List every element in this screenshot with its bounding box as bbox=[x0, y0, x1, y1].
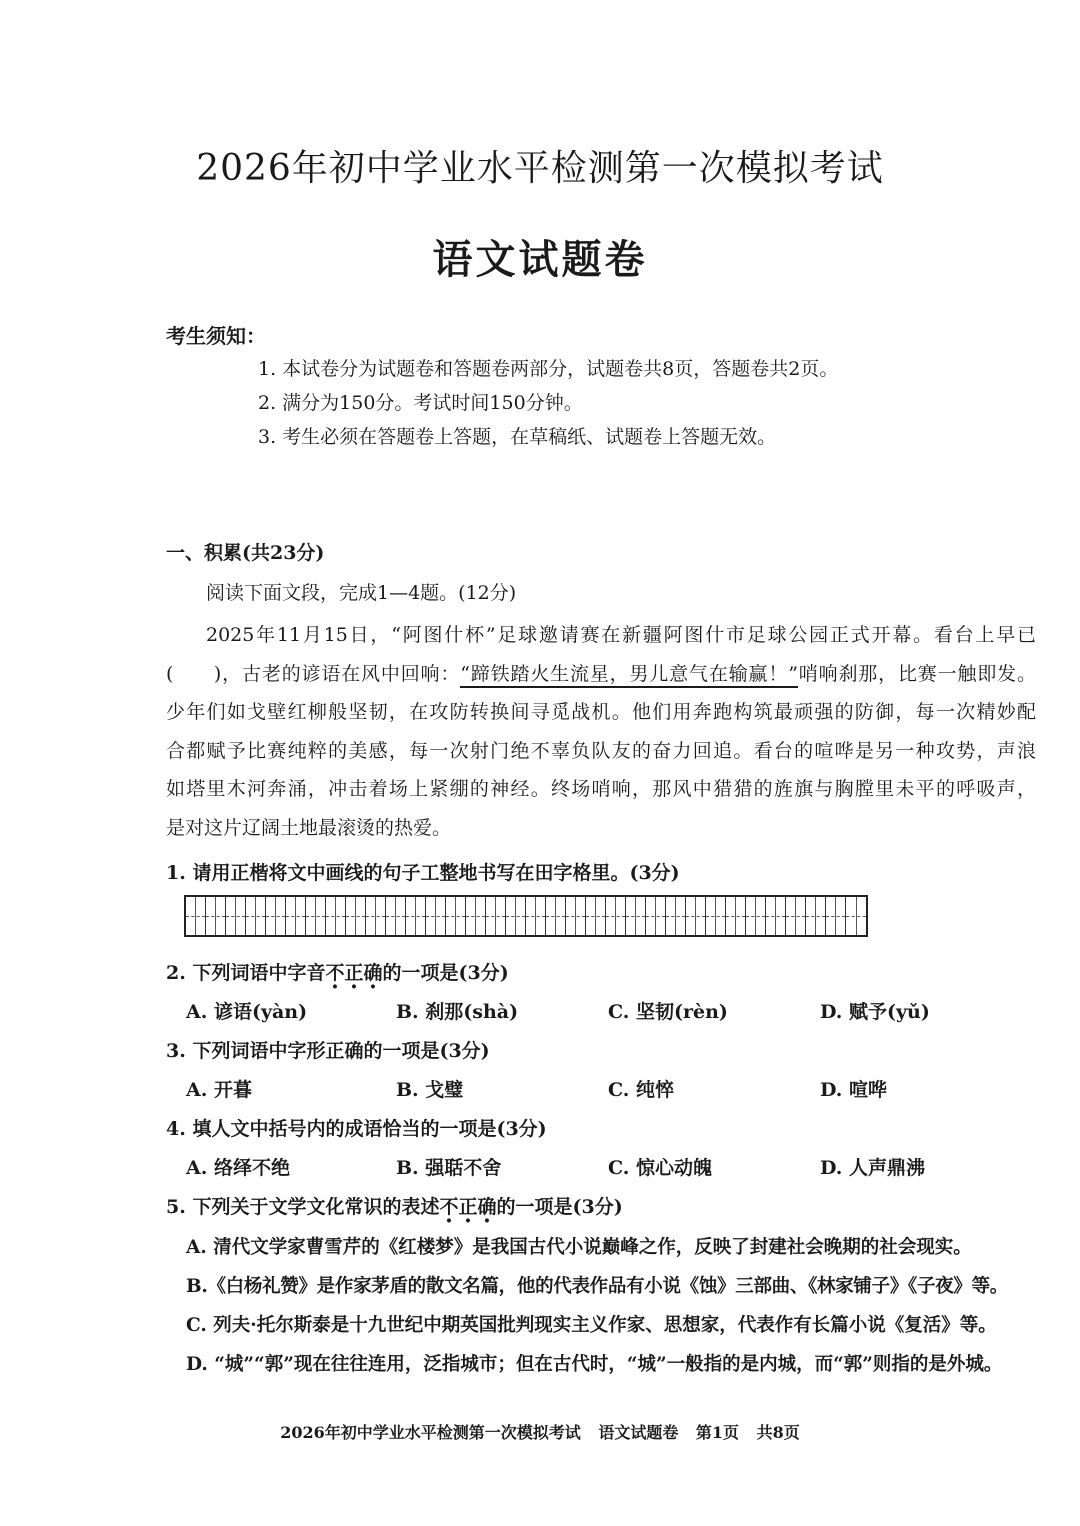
q2-stem-pre: 2. 下列词语中字音 bbox=[166, 962, 326, 984]
footer-paper: 语文试题卷 bbox=[598, 1423, 679, 1442]
reading-passage bbox=[166, 616, 1036, 848]
q2-option-a[interactable]: A. 谚语(yàn) bbox=[186, 1001, 308, 1023]
passage-line: 如塔里木河奔涌，冲击着场上紧绷的神经。终场哨响，那风中猎猎的旌旗与胸膛里未平的呼吸声， bbox=[166, 778, 1036, 801]
grid-cell[interactable] bbox=[846, 897, 866, 935]
footer-total: 共8页 bbox=[756, 1423, 800, 1442]
question-4: 4. 填人文中括号内的成语恰当的一项是(3分) bbox=[166, 1118, 547, 1140]
exam-title: 2026年初中学业水平检测第一次模拟考试 bbox=[196, 148, 884, 189]
grid-cell[interactable] bbox=[186, 897, 206, 935]
grid-cell[interactable] bbox=[726, 897, 746, 935]
question-2 bbox=[166, 958, 509, 985]
grid-cell[interactable] bbox=[206, 897, 226, 935]
emphasis-char: 不 bbox=[325, 962, 345, 984]
grid-cell[interactable] bbox=[446, 897, 466, 935]
q4-option-c[interactable]: C. 惊心动魄 bbox=[608, 1157, 713, 1179]
grid-cell[interactable] bbox=[306, 897, 326, 935]
passage-line: 2025年11月15日，“阿图什杯”足球邀请赛在新疆阿图什市足球公园正式开幕。看台上早已 bbox=[206, 624, 1036, 646]
passage-line bbox=[166, 655, 1036, 694]
passage-line-part: ( )，古老的谚语在风中回响： bbox=[166, 662, 461, 685]
grid-cell[interactable] bbox=[606, 897, 626, 935]
grid-cell[interactable] bbox=[246, 897, 266, 935]
question-1: 1. 请用正楷将文中画线的句子工整地书写在田字格里。(3分) bbox=[166, 862, 680, 884]
grid-cell[interactable] bbox=[406, 897, 426, 935]
q3-option-c[interactable]: C. 纯悴 bbox=[608, 1079, 675, 1101]
emphasis-char: 确 bbox=[477, 1196, 497, 1218]
grid-cell[interactable] bbox=[746, 897, 766, 935]
grid-cell[interactable] bbox=[326, 897, 346, 935]
emphasis-char: 确 bbox=[363, 962, 383, 984]
q5-option-a[interactable]: A. 清代文学家曹雪芹的《红楼梦》是我国古代小说巅峰之作，反映了封建社会晚期的社会现实。 bbox=[186, 1237, 972, 1258]
q5-emphasis bbox=[439, 1196, 496, 1218]
footer-page: 第1页 bbox=[695, 1423, 740, 1442]
q5-stem-post: 的一项是(3分) bbox=[496, 1196, 623, 1218]
emphasis-char: 正 bbox=[344, 962, 364, 984]
grid-cell[interactable] bbox=[346, 897, 366, 935]
section-heading: 一、积累(共23分) bbox=[166, 542, 325, 564]
paper-title: 语文试题卷 bbox=[432, 236, 648, 283]
emphasis-char: 不 bbox=[439, 1196, 459, 1218]
page-footer bbox=[0, 1420, 1080, 1443]
q2-stem-post: 的一项是(3分) bbox=[382, 962, 509, 984]
grid-cell[interactable] bbox=[706, 897, 726, 935]
grid-cell[interactable] bbox=[386, 897, 406, 935]
grid-cell[interactable] bbox=[626, 897, 646, 935]
grid-cell[interactable] bbox=[586, 897, 606, 935]
grid-cell[interactable] bbox=[546, 897, 566, 935]
grid-cell[interactable] bbox=[826, 897, 846, 935]
passage-line-part: 哨响刹那，比赛一触即发。 bbox=[797, 662, 1036, 685]
notice-item: 2. 满分为150分。考试时间150分钟。 bbox=[258, 392, 583, 414]
q3-option-d[interactable]: D. 喧哗 bbox=[820, 1079, 888, 1101]
q4-option-a[interactable]: A. 络绎不绝 bbox=[186, 1157, 290, 1179]
notice-item: 3. 考生必须在答题卷上答题，在草稿纸、试题卷上答题无效。 bbox=[258, 426, 777, 448]
grid-cell[interactable] bbox=[466, 897, 486, 935]
footer-exam: 2026年初中学业水平检测第一次模拟考试 bbox=[280, 1423, 581, 1442]
tianzige-grid[interactable] bbox=[184, 895, 868, 937]
grid-cell[interactable] bbox=[686, 897, 706, 935]
grid-cell[interactable] bbox=[486, 897, 506, 935]
grid-cell[interactable] bbox=[806, 897, 826, 935]
q3-option-b[interactable]: B. 戈璧 bbox=[396, 1079, 464, 1101]
grid-cell[interactable] bbox=[366, 897, 386, 935]
q4-option-d[interactable]: D. 人声鼎沸 bbox=[820, 1157, 926, 1179]
grid-cell[interactable] bbox=[666, 897, 686, 935]
grid-cell[interactable] bbox=[566, 897, 586, 935]
q2-option-d[interactable]: D. 赋予(yǔ) bbox=[820, 1001, 930, 1023]
q5-option-b[interactable]: B.《白杨礼赞》是作家茅盾的散文名篇，他的代表作品有小说《蚀》三部曲、《林家铺子》《子夜》等。 bbox=[186, 1276, 1008, 1297]
passage-line: 合都赋予比赛纯粹的美感，每一次射门绝不辜负队友的奋力回追。看台的喧哗是另一种攻势，声浪 bbox=[166, 739, 1036, 762]
grid-cell[interactable] bbox=[286, 897, 306, 935]
passage-line: 少年们如戈壁红柳般坚韧，在攻防转换间寻觅战机。他们用奔跑构筑最顽强的防御，每一次精妙配 bbox=[166, 701, 1036, 724]
passage-line: 是对这片辽阔土地最滚烫的热爱。 bbox=[166, 816, 452, 839]
q3-option-a[interactable]: A. 开暮 bbox=[186, 1079, 252, 1101]
reading-instruction: 阅读下面文段，完成1—4题。(12分) bbox=[206, 582, 517, 604]
underlined-sentence: “蹄铁踏火生流星，男儿意气在输赢！” bbox=[460, 663, 798, 688]
notice-heading: 考生须知： bbox=[166, 324, 266, 348]
q2-emphasis bbox=[325, 962, 382, 984]
grid-cell[interactable] bbox=[266, 897, 286, 935]
grid-cell[interactable] bbox=[786, 897, 806, 935]
q2-option-b[interactable]: B. 刹那(shà) bbox=[396, 1001, 519, 1023]
grid-cell[interactable] bbox=[526, 897, 546, 935]
q5-option-c[interactable]: C. 列夫·托尔斯泰是十九世纪中期英国批判现实主义作家、思想家，代表作有长篇小说《复活》等。 bbox=[186, 1315, 997, 1336]
grid-cell[interactable] bbox=[506, 897, 526, 935]
grid-cell[interactable] bbox=[226, 897, 246, 935]
grid-cell[interactable] bbox=[646, 897, 666, 935]
q4-option-b[interactable]: B. 强聒不舍 bbox=[396, 1157, 502, 1179]
grid-cell[interactable] bbox=[766, 897, 786, 935]
q5-option-d[interactable]: D. “城”“郭”现在往往连用，泛指城市；但在古代时，“城”一般指的是内城，而“郭”则指的是外城。 bbox=[186, 1354, 1003, 1375]
grid-cell[interactable] bbox=[426, 897, 446, 935]
q2-option-c[interactable]: C. 坚韧(rèn) bbox=[608, 1001, 728, 1023]
emphasis-char: 正 bbox=[458, 1196, 478, 1218]
question-5 bbox=[166, 1192, 623, 1219]
q5-stem-pre: 5. 下列关于文学文化常识的表述 bbox=[166, 1196, 440, 1218]
question-3: 3. 下列词语中字形正确的一项是(3分) bbox=[166, 1040, 490, 1062]
notice-item: 1. 本试卷分为试题卷和答题卷两部分，试题卷共8页，答题卷共2页。 bbox=[258, 358, 839, 380]
